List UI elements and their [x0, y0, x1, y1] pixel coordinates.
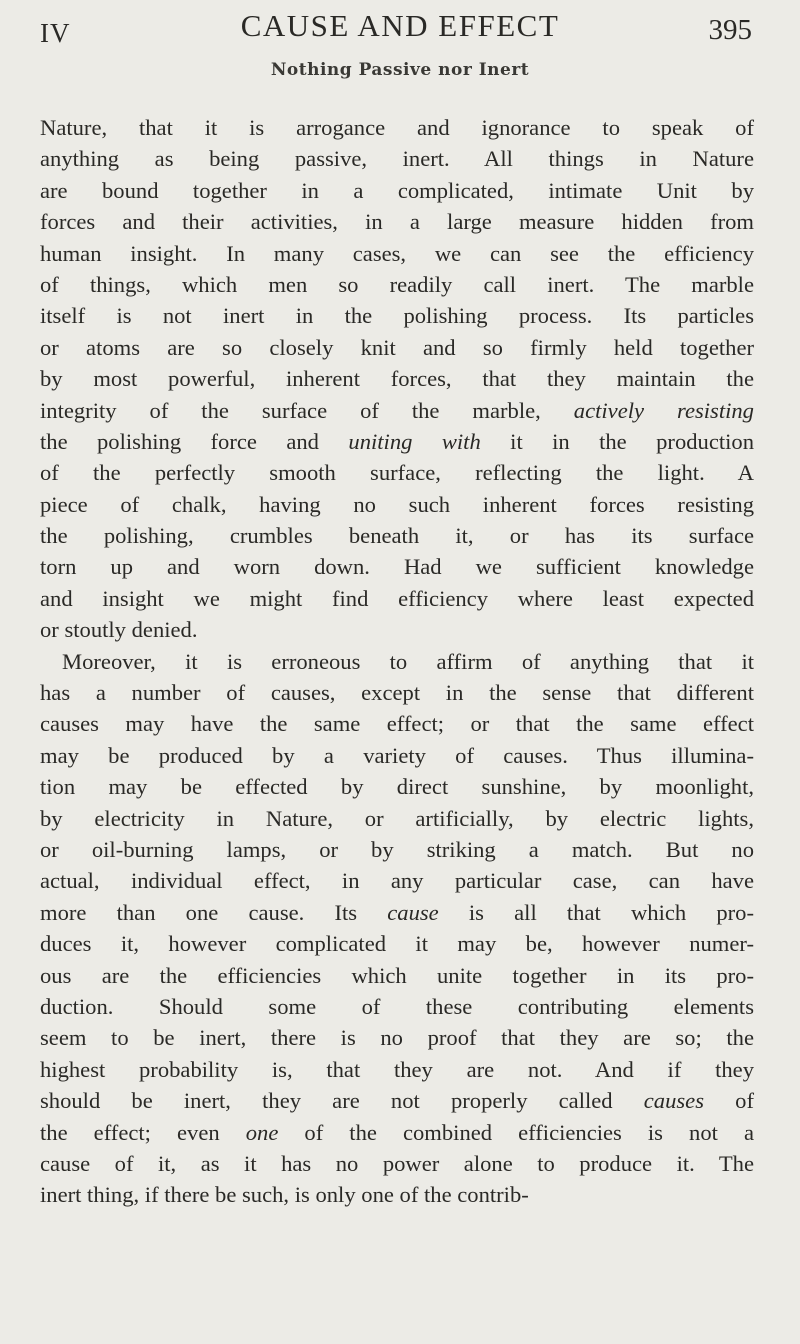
paragraph	[40, 112, 754, 646]
text-line	[40, 646, 754, 677]
text-line	[40, 865, 754, 896]
text-line	[40, 677, 754, 708]
text-run: actual, individual effect, in any particular case, can have	[40, 868, 754, 894]
text-run: integrity of the surface of the marble,	[40, 397, 574, 423]
text-run: of things, which men so readily call inert. The marble	[40, 271, 754, 297]
text-run: by most powerful, inherent forces, that they maintain the	[40, 366, 754, 392]
text-line	[40, 1179, 754, 1210]
text-run: Moreover, it is erroneous to affirm of anything that it	[62, 648, 754, 674]
text-run: duces it, however complicated it may be, however numer-	[40, 931, 754, 957]
text-line	[40, 143, 754, 174]
text-line	[40, 426, 754, 457]
text-line	[40, 1022, 754, 1053]
text-line	[40, 520, 754, 551]
section-sidenote: Nothing Passive nor Inert	[270, 60, 530, 80]
text-line	[40, 300, 754, 331]
text-run: seem to be inert, there is no proof that they are so; the	[40, 1025, 754, 1051]
text-run: causes may have the same effect; or that the same effect	[40, 711, 754, 737]
text-run: by electricity in Nature, or artificially, by electric lights,	[40, 805, 754, 831]
text-run: torn up and worn down. Had we sufficient knowledge	[40, 554, 754, 580]
text-run: of the combined efficiencies is not a	[278, 1119, 754, 1145]
text-run: or oil-burning lamps, or by striking a match. But no	[40, 836, 754, 862]
text-line	[40, 614, 754, 645]
text-line	[40, 991, 754, 1022]
text-run: highest probability is, that they are not. And if they	[40, 1056, 754, 1082]
paragraph	[40, 646, 754, 1211]
text-line	[40, 803, 754, 834]
text-line	[40, 583, 754, 614]
text-line	[40, 834, 754, 865]
text-line	[40, 175, 754, 206]
text-run: ous are the efficiencies which unite together in its pro-	[40, 962, 754, 988]
text-run: the polishing, crumbles beneath it, or has its surface	[40, 523, 754, 549]
text-line	[40, 1054, 754, 1085]
text-run: the polishing force and	[40, 428, 349, 454]
chapter-title: CAUSE AND EFFECT	[240, 8, 560, 43]
text-run: or stoutly denied.	[40, 617, 198, 643]
text-run: duction. Should some of these contributing elements	[40, 993, 754, 1019]
text-run: piece of chalk, having no such inherent forces resisting	[40, 491, 754, 517]
text-run: human insight. In many cases, we can see the efficiency	[40, 240, 754, 266]
page-number: 395	[708, 14, 752, 46]
text-line	[40, 551, 754, 582]
italic-text: actively resisting	[573, 397, 754, 423]
running-head	[0, 8, 800, 56]
text-line	[40, 489, 754, 520]
text-run: cause of it, as it has no power alone to produce it. The	[40, 1150, 754, 1176]
text-run: may be produced by a variety of causes. Thus illumina-	[40, 742, 754, 768]
text-line	[40, 269, 754, 300]
chapter-number: IV	[40, 18, 71, 48]
italic-text: one	[245, 1119, 279, 1145]
italic-text: causes	[643, 1088, 704, 1114]
text-run: is all that which pro-	[438, 899, 754, 925]
text-line	[40, 771, 754, 802]
text-run: or atoms are so closely knit and so firmly held together	[40, 334, 754, 360]
text-line	[40, 1085, 754, 1116]
text-line	[40, 457, 754, 488]
text-run: Nature, that it is arrogance and ignorance to speak of	[40, 115, 754, 140]
text-line	[40, 897, 754, 928]
italic-text: cause	[387, 899, 439, 925]
text-line	[40, 960, 754, 991]
text-line	[40, 238, 754, 269]
text-line	[40, 206, 754, 237]
text-run: it in the production	[480, 428, 755, 454]
text-run: of the perfectly smooth surface, reflecting the light. A	[40, 460, 754, 486]
text-run: forces and their activities, in a large measure hidden from	[40, 209, 754, 235]
text-run: has a number of causes, except in the sense that different	[40, 680, 754, 706]
text-run: tion may be effected by direct sunshine, by moonlight,	[40, 774, 754, 800]
text-run: inert thing, if there be such, is only one of the contrib-	[40, 1182, 529, 1208]
text-line	[40, 1148, 754, 1179]
text-run: itself is not inert in the polishing process. Its particles	[40, 303, 754, 329]
text-run: and insight we might find efficiency where least expected	[40, 585, 754, 611]
text-line	[40, 740, 754, 771]
text-line	[40, 395, 754, 426]
text-line	[40, 928, 754, 959]
text-line	[40, 708, 754, 739]
text-run: of	[704, 1088, 754, 1114]
text-line	[40, 363, 754, 394]
text-line	[40, 1117, 754, 1148]
text-run: are bound together in a complicated, intimate Unit by	[40, 177, 754, 203]
text-line	[40, 112, 754, 143]
text-run: should be inert, they are not properly called	[40, 1088, 644, 1114]
text-run: more than one cause. Its	[40, 899, 388, 925]
italic-text: uniting with	[348, 428, 481, 454]
text-run: the effect; even	[40, 1119, 246, 1145]
text-line	[40, 332, 754, 363]
body-text	[40, 112, 754, 1211]
text-run: anything as being passive, inert. All things in Nature	[40, 146, 754, 172]
